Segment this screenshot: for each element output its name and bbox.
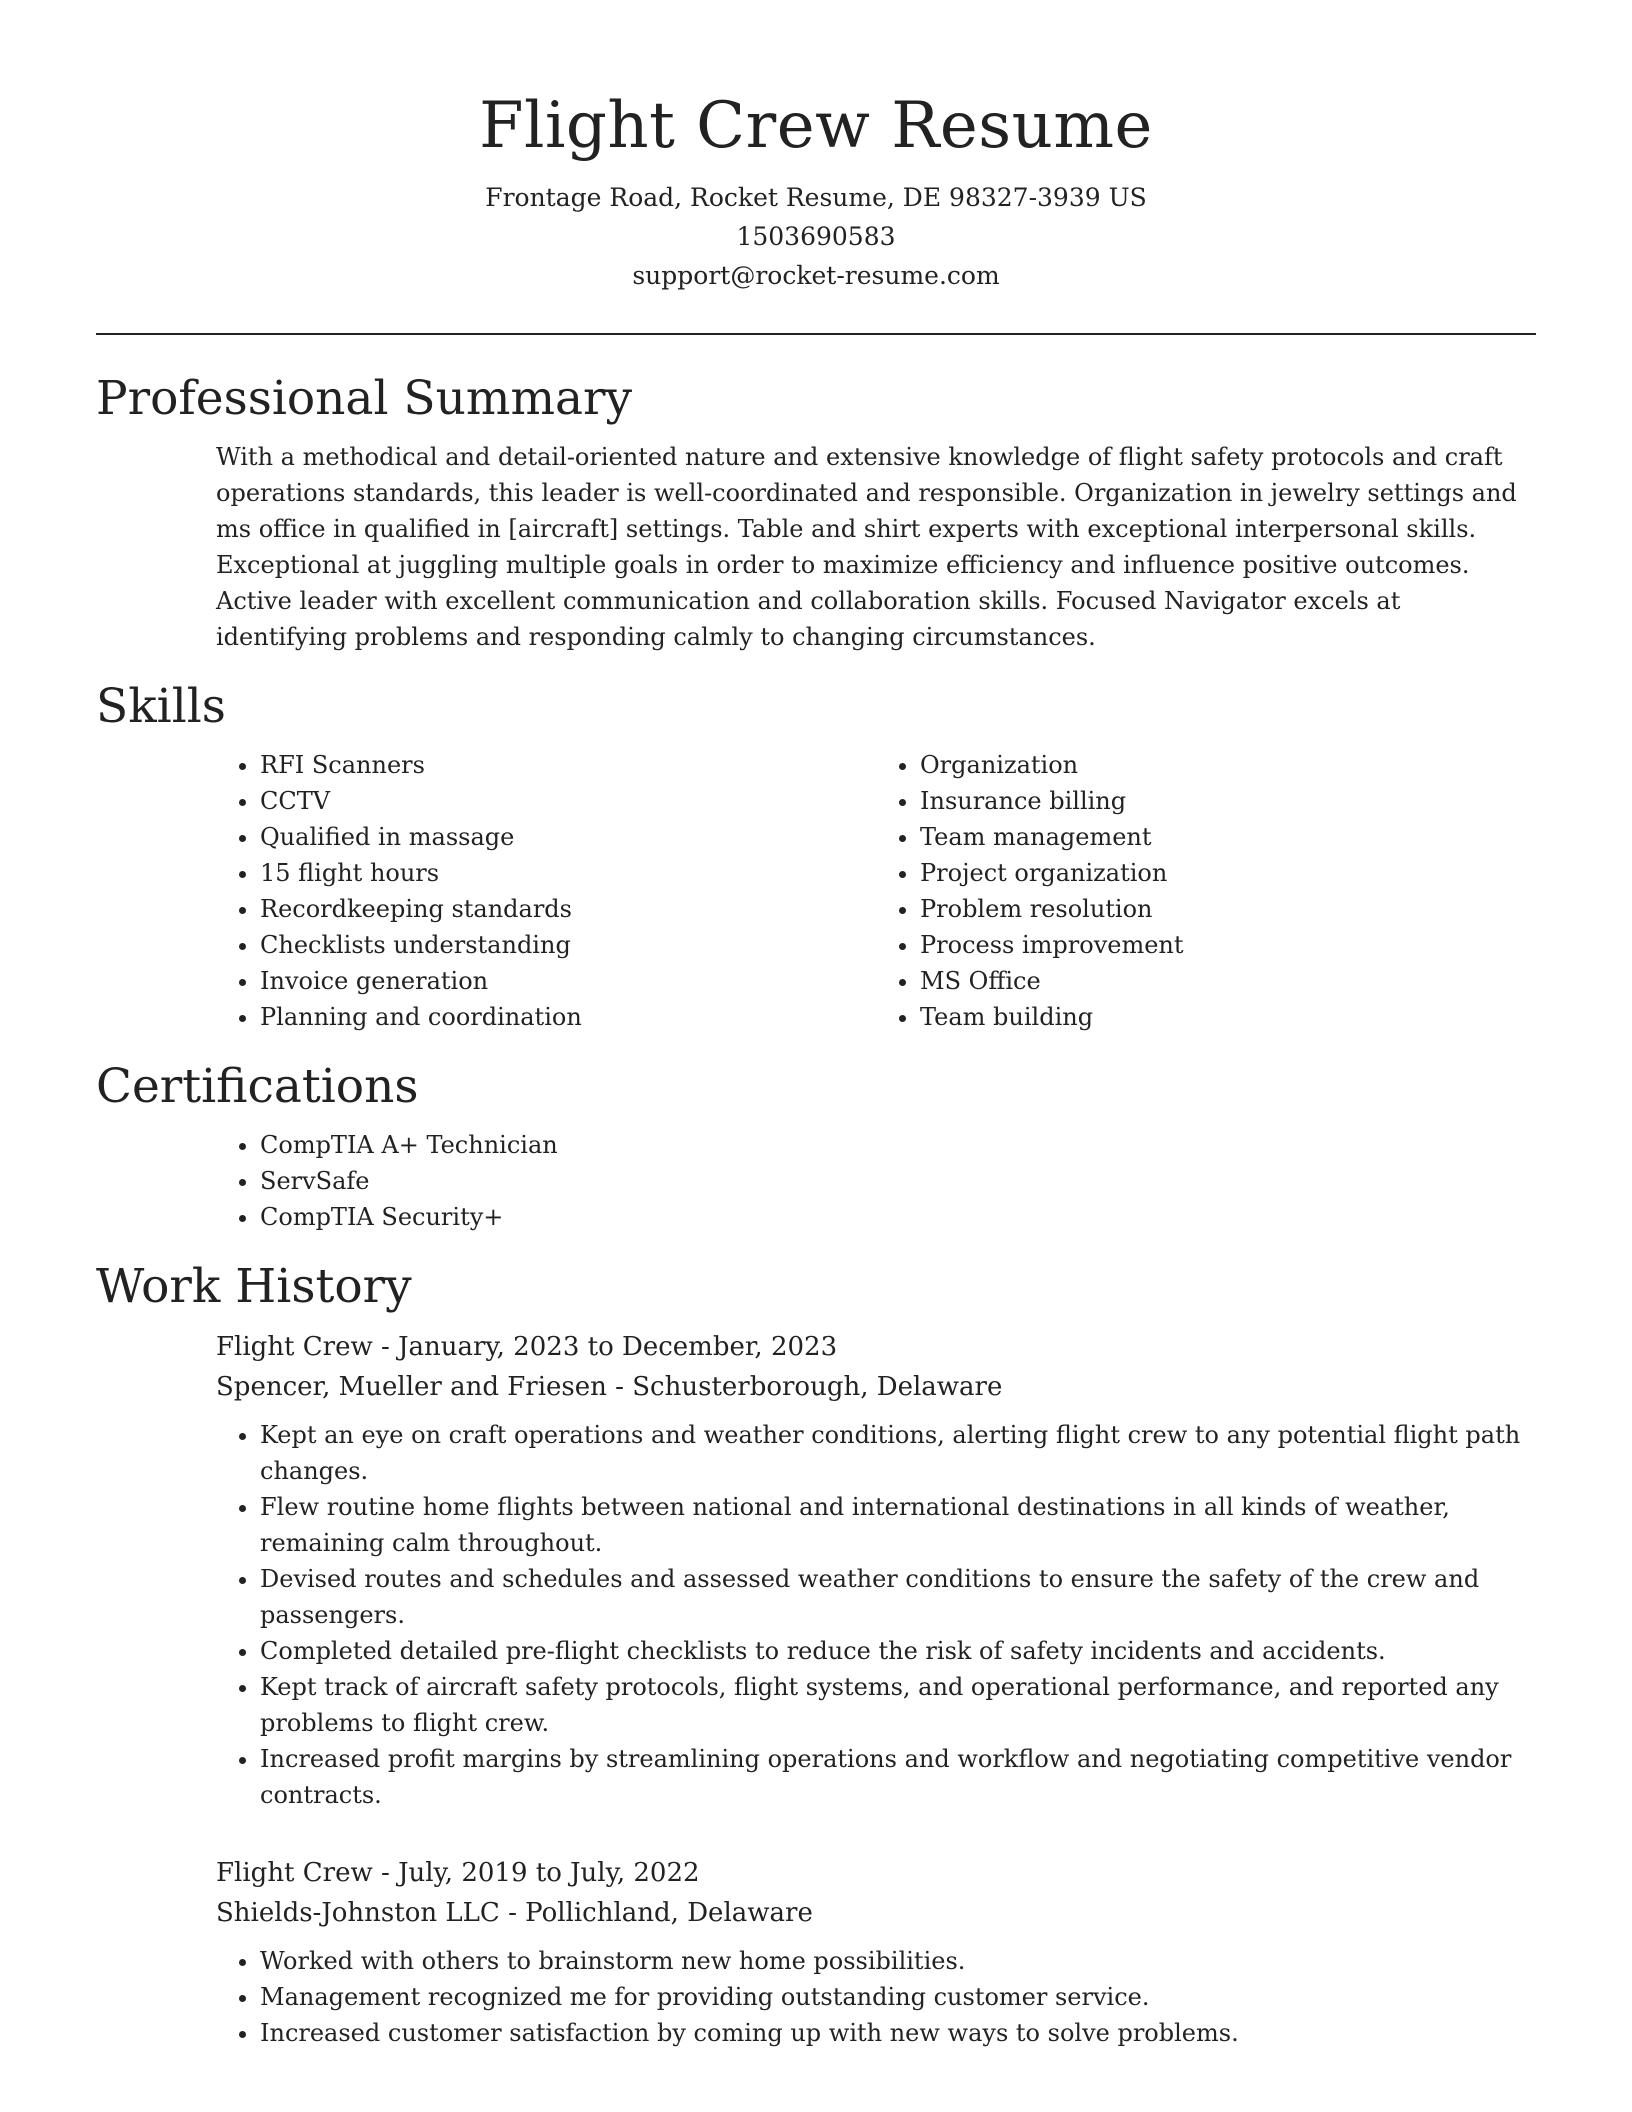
job-company: Spencer, Mueller and Friesen: [216, 1372, 607, 1402]
summary-heading: Professional Summary: [96, 371, 633, 426]
job-location: Schusterborough, Delaware: [632, 1372, 1003, 1402]
skill-item: • RFI Scanners: [260, 747, 876, 783]
work-history-section: [96, 1257, 1536, 2051]
skill-item: • CCTV: [260, 783, 876, 819]
certification-item: • ServSafe: [260, 1163, 1536, 1199]
job-dates: July, 2019 to July, 2022: [398, 1858, 700, 1888]
contact-info: [96, 178, 1536, 295]
phone: 1503690583: [736, 222, 896, 251]
skill-item: • Process improvement: [920, 927, 1536, 963]
skill-item: • Project organization: [920, 855, 1536, 891]
certification-item: • CompTIA Security+: [260, 1199, 1536, 1235]
certification-item: • CompTIA A+ Technician: [260, 1127, 1536, 1163]
resume-title: Flight Crew Resume: [479, 89, 1153, 163]
skill-item: • Problem resolution: [920, 891, 1536, 927]
skill-item: • 15 flight hours: [260, 855, 876, 891]
job-bullet: • Completed detailed pre-flight checklists to reduce the risk of safety incidents and accidents.: [260, 1633, 1536, 1669]
email: support@rocket-resume.com: [632, 261, 1000, 290]
separator: -: [615, 1372, 633, 1402]
job-dates: January, 2023 to December, 2023: [398, 1332, 838, 1362]
job-bullets: [216, 1417, 1536, 1813]
separator: -: [508, 1898, 526, 1928]
skill-item: • Team building: [920, 999, 1536, 1035]
skills-list-right: [876, 747, 1536, 1035]
skill-item: • Checklists understanding: [260, 927, 876, 963]
skill-item: • Team management: [920, 819, 1536, 855]
job-bullets: [216, 1943, 1536, 2051]
job-bullet: • Increased profit margins by streamlining operations and workflow and negotiating competitive vendor contracts.: [260, 1741, 1536, 1813]
summary-section: [96, 369, 1536, 655]
skill-item: • Invoice generation: [260, 963, 876, 999]
job-company-line: [216, 1893, 1536, 1933]
skills-section: [96, 677, 1536, 1035]
job-entry: [216, 1327, 1536, 1813]
skills-heading: Skills: [96, 679, 226, 734]
summary-text: With a methodical and detail-oriented nature and extensive knowledge of flight safety protocols and craft operations standards, this leader is well-coordinated and responsible. Organization in jewelry settings and ms office in qualified in [aircraft] settings. Table and shirt experts with exceptional interpersonal skills. Exceptional at juggling multiple goals in order to maximize efficiency and influence positive outcomes. Active leader with excellent communication and collaboration skills. Focused Navigator excels at identifying problems and responding calmly to changing circumstances.: [216, 443, 1517, 651]
skill-item: • MS Office: [920, 963, 1536, 999]
resume-header: [96, 0, 1536, 295]
job-bullet: • Kept an eye on craft operations and weather conditions, alerting flight crew to any potential flight path changes.: [260, 1417, 1536, 1489]
job-bullet: • Increased customer satisfaction by coming up with new ways to solve problems.: [260, 2015, 1536, 2051]
job-title: Flight Crew: [216, 1858, 373, 1888]
skill-item: • Planning and coordination: [260, 999, 876, 1035]
resume-page: [96, 0, 1536, 2051]
header-divider: [96, 333, 1536, 335]
job-title-line: [216, 1327, 1536, 1367]
certifications-section: [96, 1057, 1536, 1235]
separator: -: [381, 1858, 399, 1888]
job-bullet: • Devised routes and schedules and assessed weather conditions to ensure the safety of the crew and passengers.: [260, 1561, 1536, 1633]
job-entry: [216, 1853, 1536, 2051]
skills-list-left: [216, 747, 876, 1035]
job-company-line: [216, 1367, 1536, 1407]
work-history-heading: Work History: [96, 1259, 412, 1314]
address: Frontage Road, Rocket Resume, DE 98327-3939 US: [485, 183, 1147, 212]
certifications-heading: Certifications: [96, 1059, 419, 1114]
job-location: Pollichland, Delaware: [525, 1898, 813, 1928]
skill-item: • Insurance billing: [920, 783, 1536, 819]
skills-columns: [216, 747, 1536, 1035]
job-bullet: • Management recognized me for providing outstanding customer service.: [260, 1979, 1536, 2015]
skill-item: • Organization: [920, 747, 1536, 783]
job-bullet: • Kept track of aircraft safety protocols, flight systems, and operational performance, and reported any problems to flight crew.: [260, 1669, 1536, 1741]
separator: -: [381, 1332, 399, 1362]
job-title-line: [216, 1853, 1536, 1893]
skill-item: • Qualified in massage: [260, 819, 876, 855]
certifications-list: [216, 1127, 1536, 1235]
job-bullet: • Flew routine home flights between national and international destinations in all kinds of weather, remaining calm throughout.: [260, 1489, 1536, 1561]
job-company: Shields-Johnston LLC: [216, 1898, 500, 1928]
job-bullet: • Worked with others to brainstorm new home possibilities.: [260, 1943, 1536, 1979]
skill-item: • Recordkeeping standards: [260, 891, 876, 927]
job-title: Flight Crew: [216, 1332, 373, 1362]
